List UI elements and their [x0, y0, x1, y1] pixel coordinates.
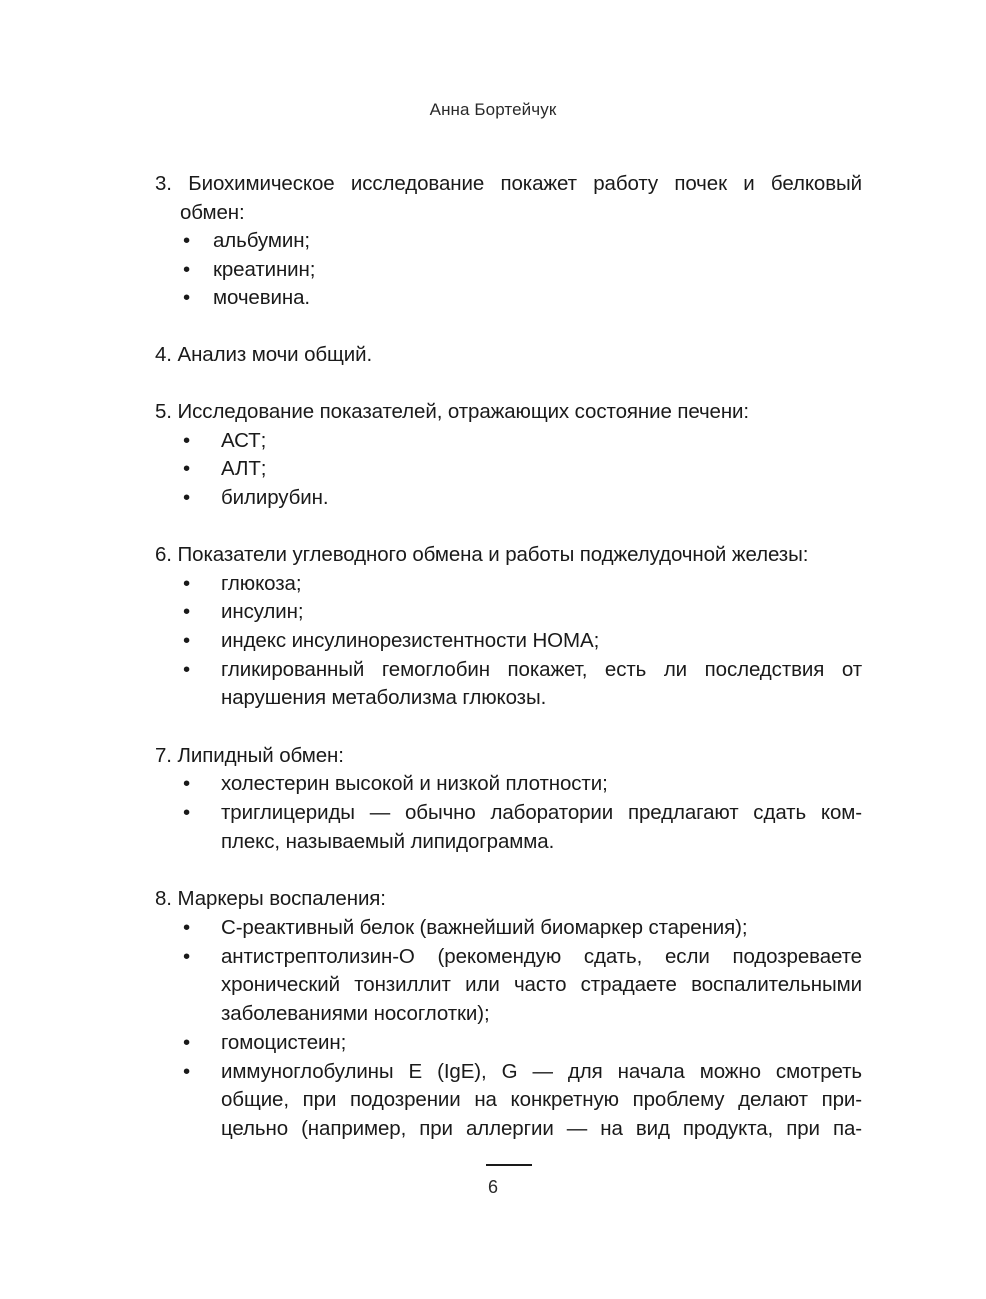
bullet-icon: •	[183, 429, 191, 452]
section-title-text: Биохимическое исследование покажет работу почек и белковый	[188, 172, 862, 195]
section-title	[155, 170, 862, 198]
list-item-continuation: хронический тонзиллит или часто страдаете воспалительными	[221, 973, 862, 996]
list-item: креатинин;	[213, 258, 316, 281]
section-title-text: Анализ мочи общий.	[177, 343, 373, 366]
bullet-icon: •	[183, 629, 191, 652]
section-title-text: Исследование показателей, отражающих состояние печени:	[177, 400, 750, 423]
section-title-text: Маркеры воспаления:	[177, 887, 386, 910]
section-number: 5.	[155, 400, 172, 423]
bullet-icon: •	[183, 229, 191, 252]
list-item: С-реактивный белок (важнейший биомаркер старения);	[221, 916, 748, 939]
bullet-icon: •	[183, 286, 191, 309]
section-title	[155, 341, 372, 369]
bullet-icon: •	[183, 772, 191, 795]
list-item-continuation: заболеваниями носоглотки);	[221, 1002, 490, 1025]
list-item: мочевина.	[213, 286, 310, 309]
bullet-icon: •	[183, 600, 191, 623]
list-item: антистрептолизин-О (рекомендую сдать, если подозреваете	[221, 945, 862, 968]
list-item: билирубин.	[221, 486, 329, 509]
page-number: 6	[487, 1177, 498, 1197]
list-item: АСТ;	[221, 429, 267, 452]
list-item-continuation: нарушения метаболизма глюкозы.	[221, 686, 547, 709]
section-number: 4.	[155, 343, 172, 366]
bullet-icon: •	[183, 258, 191, 281]
list-item: триглицериды — обычно лаборатории предлагают сдать ком-	[221, 801, 862, 824]
bullet-icon: •	[183, 1060, 191, 1083]
bullet-icon: •	[183, 658, 191, 681]
section-title-text: Показатели углеводного обмена и работы поджелудочной железы:	[177, 543, 809, 566]
bullet-icon: •	[183, 486, 191, 509]
bullet-icon: •	[183, 1031, 191, 1054]
bullet-icon: •	[183, 572, 191, 595]
list-item-continuation: общие, при подозрении на конкретную проблему делают при-	[221, 1088, 862, 1111]
section-number: 3.	[155, 172, 172, 195]
list-item: альбумин;	[213, 229, 311, 252]
list-item: гомоцистеин;	[221, 1031, 347, 1054]
section-number: 8.	[155, 887, 172, 910]
section-title	[155, 398, 749, 426]
footer-rule	[486, 1164, 532, 1166]
running-header-author: Анна Бортейчук	[429, 100, 557, 119]
list-item: холестерин высокой и низкой плотности;	[221, 772, 608, 795]
bullet-icon: •	[183, 801, 191, 824]
list-item: индекс инсулинорезистентности НОМА;	[221, 629, 600, 652]
section-title-continuation: обмен:	[180, 201, 245, 224]
list-item-continuation: цельно (например, при аллергии — на вид продукта, при па-	[221, 1117, 862, 1140]
bullet-icon: •	[183, 945, 191, 968]
section-title	[155, 742, 344, 770]
bullet-icon: •	[183, 916, 191, 939]
section-title	[155, 541, 808, 569]
list-item-continuation: плекс, называемый липидограмма.	[221, 830, 555, 853]
list-item: глюкоза;	[221, 572, 302, 595]
list-item: АЛТ;	[221, 457, 267, 480]
list-item: гликированный гемоглобин покажет, есть ли последствия от	[221, 658, 862, 681]
list-item: инсулин;	[221, 600, 304, 623]
section-title	[155, 885, 386, 913]
section-number: 7.	[155, 744, 172, 767]
bullet-icon: •	[183, 457, 191, 480]
section-title-text: Липидный обмен:	[177, 744, 344, 767]
list-item: иммуноглобулины Е (IgE), G — для начала можно смотреть	[221, 1060, 862, 1083]
section-number: 6.	[155, 543, 172, 566]
